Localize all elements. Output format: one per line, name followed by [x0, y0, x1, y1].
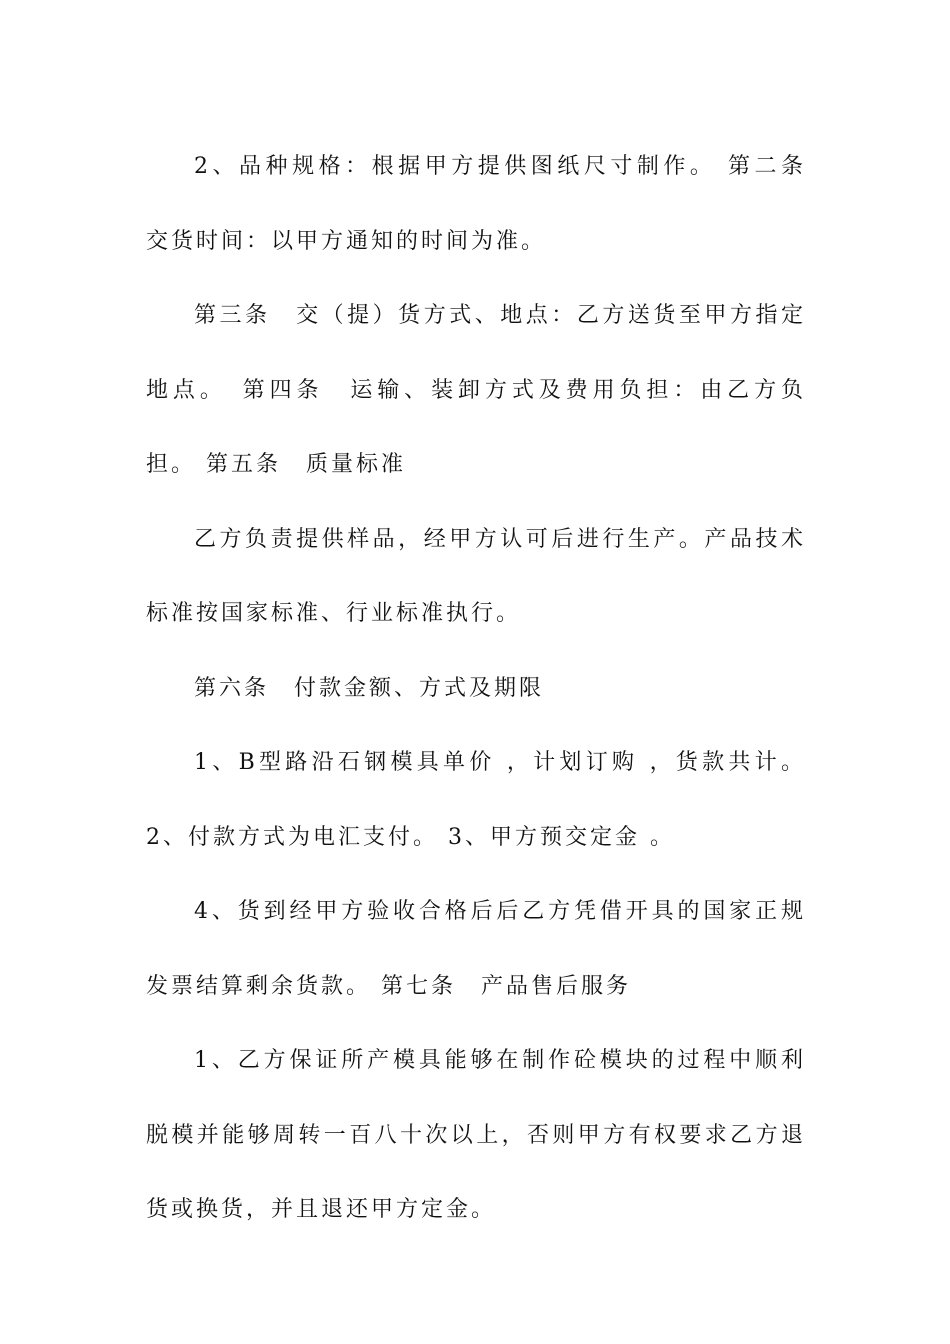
paragraph-delivery-transport-quality: 第三条 交（提）货方式、地点：乙方送货至甲方指定地点。 第四条 运输、装卸方式及费用负担：由乙方负担。 第五条 质量标准	[146, 303, 806, 477]
paragraph-mold-guarantee: 1、乙方保证所产模具能够在制作砼模块的过程中顺利脱模并能够周转一百八十次以上，否则甲方有权要求乙方退货或换货，并且退还甲方定金。	[146, 1048, 806, 1222]
paragraph-settlement-after-sales: 4、货到经甲方验收合格后后乙方凭借开具的国家正规发票结算剩余货款。 第七条 产品售后服务	[146, 899, 806, 999]
paragraph-payment-terms: 1、B型路沿石钢模具单价 ，计划订购 ，货款共计。 2、付款方式为电汇支付。 3、甲方预交定金 。	[146, 750, 816, 850]
document-body	[146, 130, 832, 1248]
paragraph-sample-standards: 乙方负责提供样品，经甲方认可后进行生产。产品技术标准按国家标准、行业标准执行。	[146, 526, 806, 626]
paragraph-payment-heading: 第六条 付款金额、方式及期限	[194, 675, 545, 701]
paragraph-product-spec-delivery-time: 2、品种规格：根据甲方提供图纸尺寸制作。 第二条 交货时间：以甲方通知的时间为准。	[146, 154, 832, 254]
